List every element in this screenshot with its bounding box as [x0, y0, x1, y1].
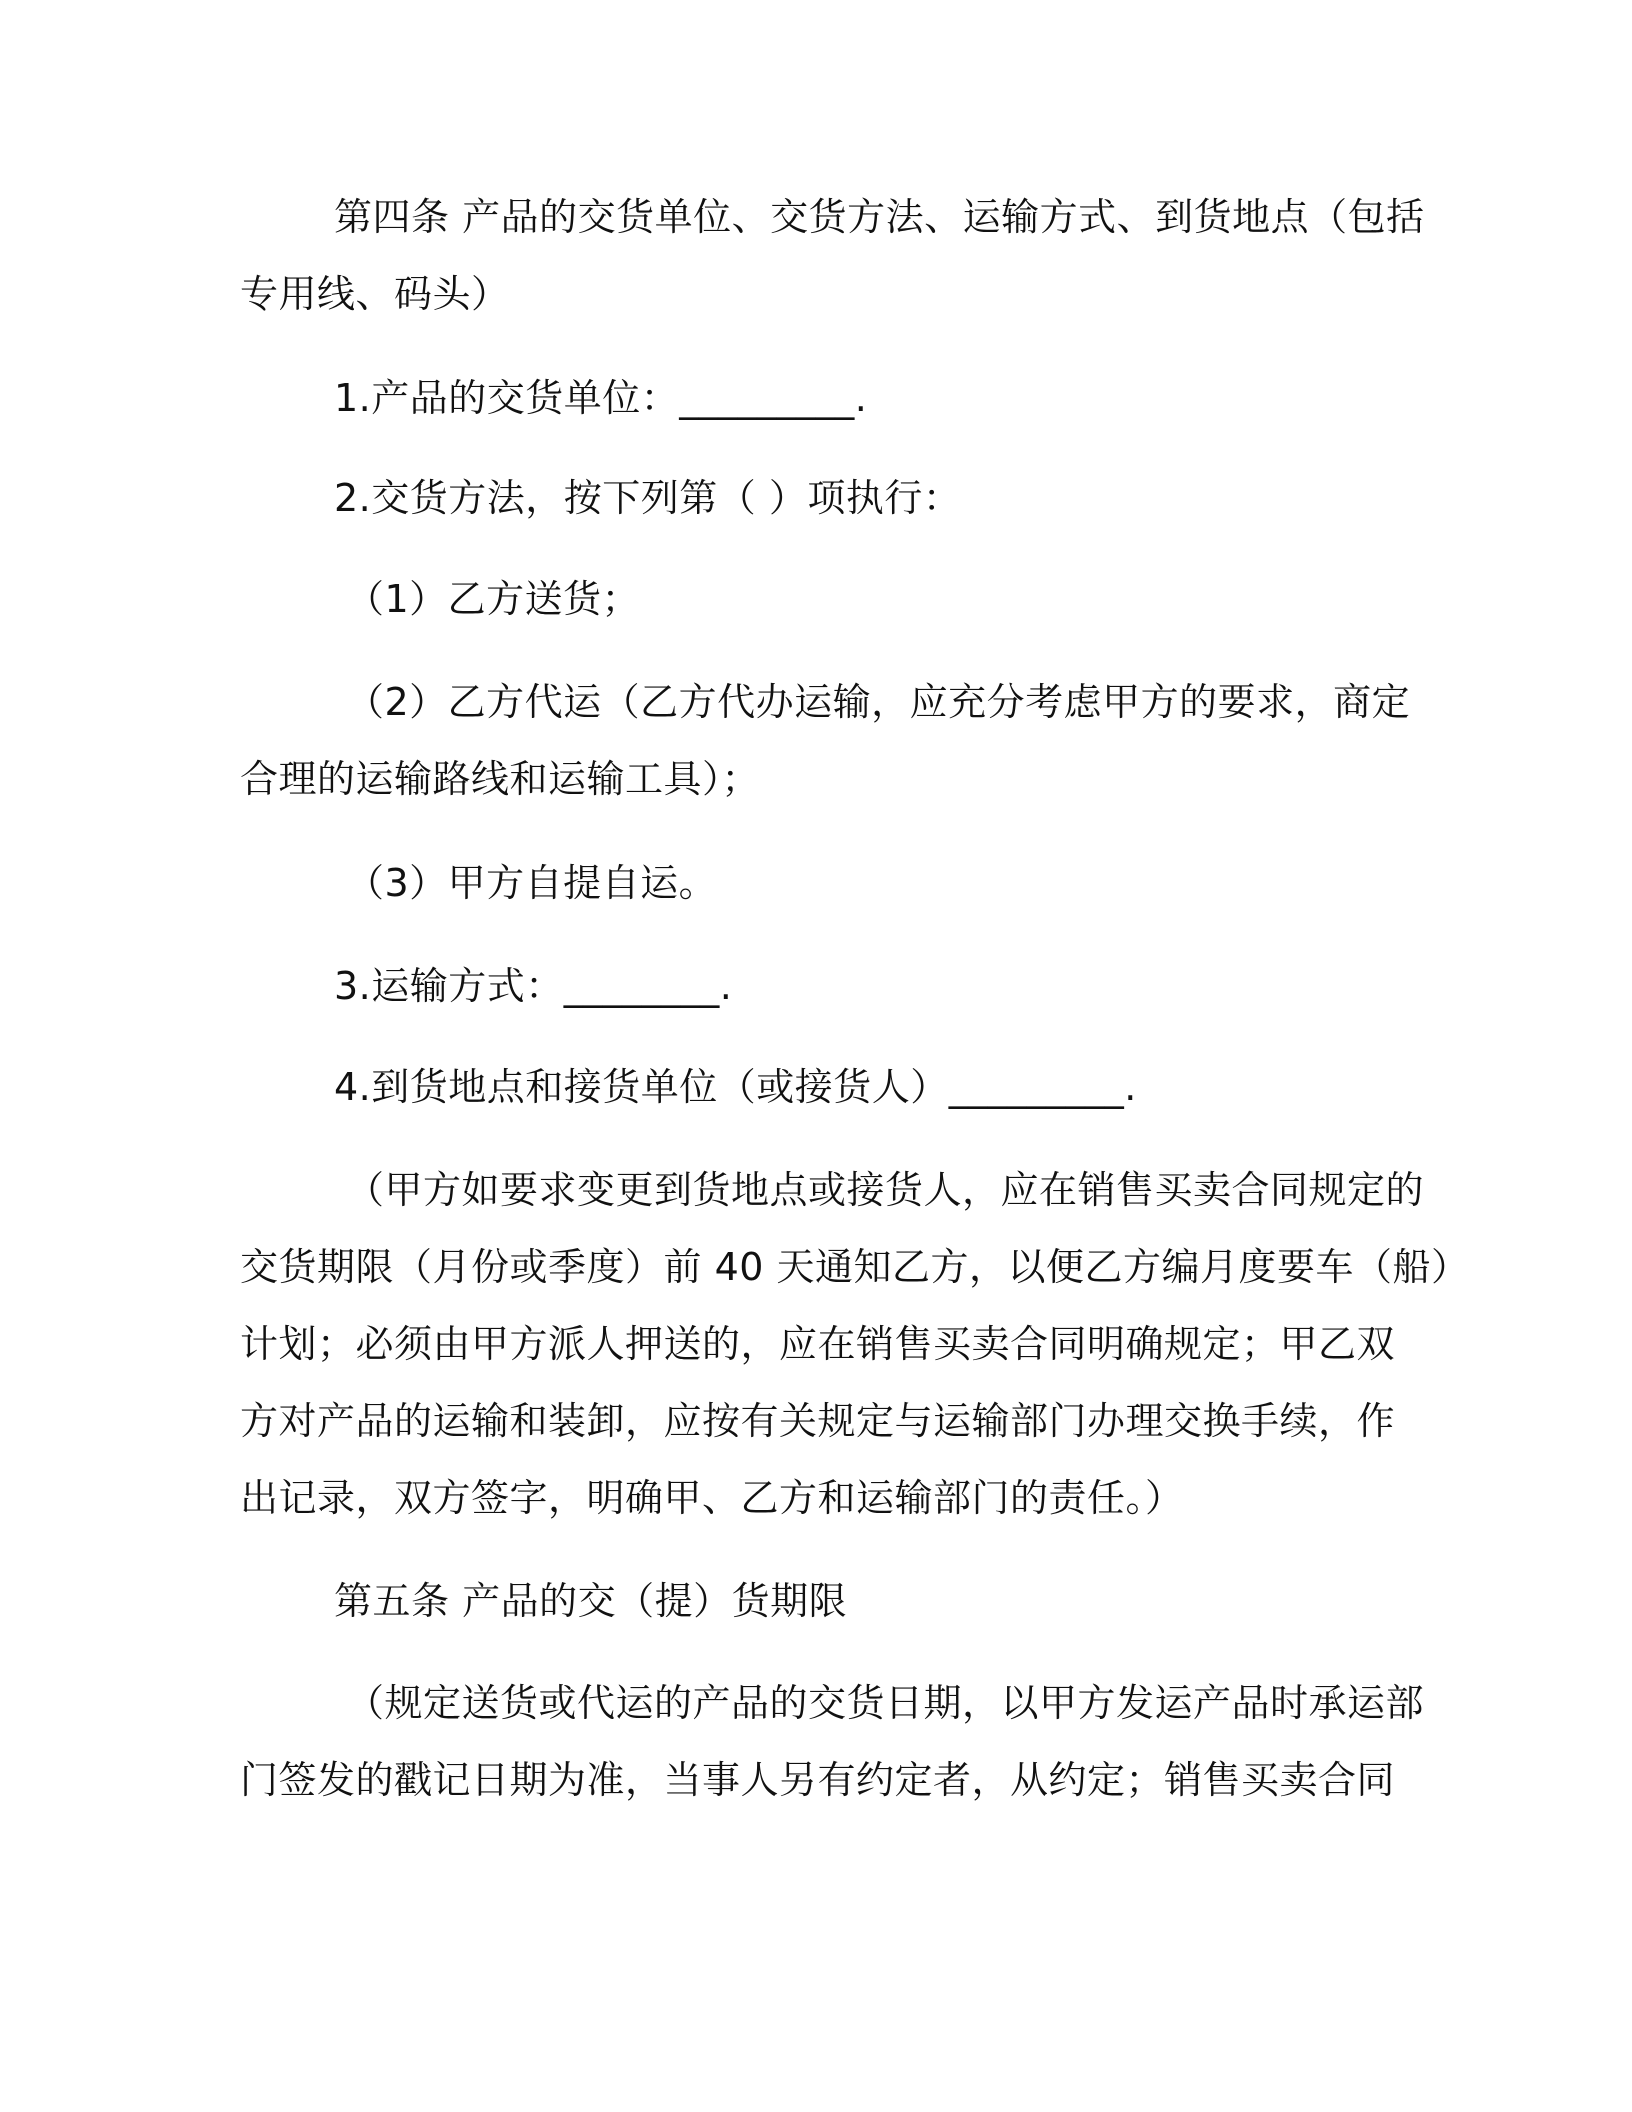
note-line1: （甲方如要求变更到货地点或接货人，应在销售买卖合同规定的: [346, 1168, 1425, 1212]
article5-text-line1: （规定送货或代运的产品的交货日期，以甲方发运产品时承运部: [346, 1681, 1425, 1725]
note-line3: 计划；必须由甲方派人押送的，应在销售买卖合同明确规定；甲乙双: [240, 1322, 1396, 1366]
item4-destination: 4.到货地点和接货单位（或接货人）_________.: [334, 1065, 1137, 1109]
article4-heading-line2: 专用线、码头）: [240, 272, 510, 316]
item1-delivery-unit: 1.产品的交货单位：_________.: [334, 376, 868, 420]
item2-delivery-method: 2.交货方法，按下列第（ ）项执行：: [334, 476, 962, 520]
note-line2: 交货期限（月份或季度）前 40 天通知乙方，以便乙方编月度要车（船）: [240, 1245, 1470, 1289]
option2-line2: 合理的运输路线和运输工具）；: [240, 757, 761, 801]
note-line4: 方对产品的运输和装卸，应按有关规定与运输部门办理交换手续，作: [240, 1399, 1396, 1443]
article5-text-line2: 门签发的戳记日期为准，当事人另有约定者，从约定；销售买卖合同: [240, 1758, 1396, 1802]
option3: （3）甲方自提自运。: [346, 861, 718, 905]
option2-line1: （2）乙方代运（乙方代办运输，应充分考虑甲方的要求，商定: [346, 680, 1411, 724]
option1: （1）乙方送货；: [346, 577, 641, 621]
article4-heading-line1: 第四条 产品的交货单位、交货方法、运输方式、到货地点（包括: [334, 195, 1425, 239]
item3-transport-mode: 3.运输方式：________.: [334, 964, 733, 1008]
note-line5: 出记录，双方签字，明确甲、乙方和运输部门的责任。）: [240, 1476, 1184, 1520]
article5-heading: 第五条 产品的交（提）货期限: [334, 1579, 848, 1623]
